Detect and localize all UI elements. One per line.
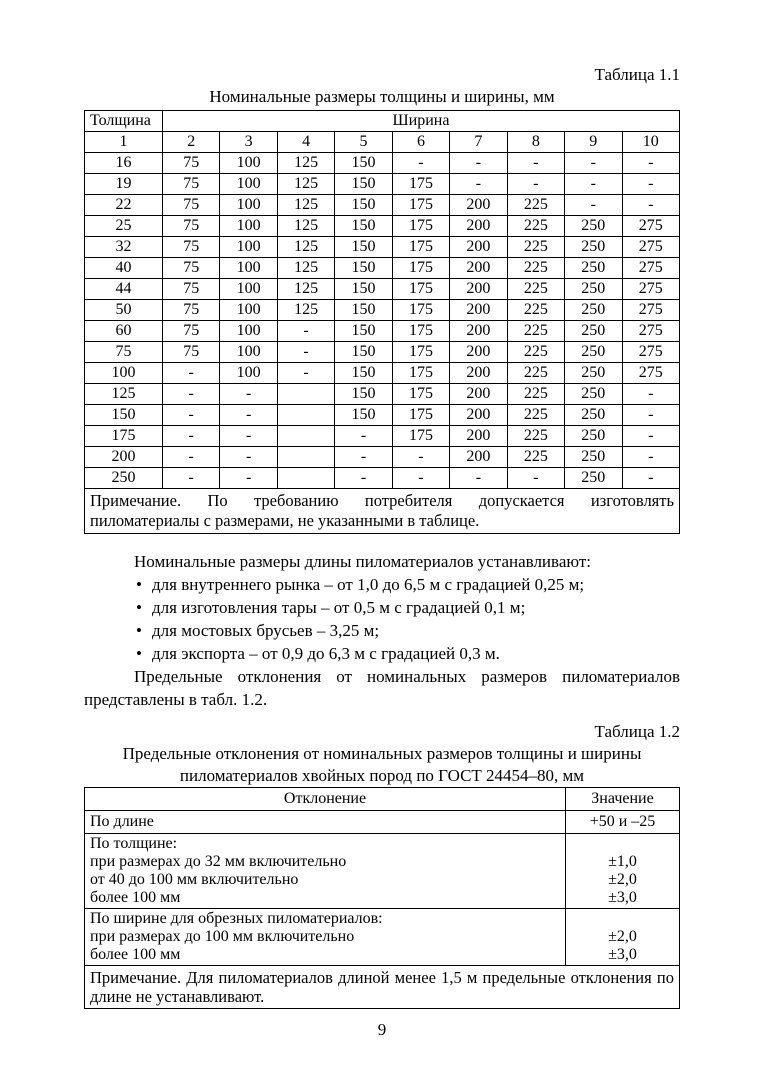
table-cell: 150 [335, 258, 392, 279]
table-cell: 175 [392, 426, 449, 447]
table-cell: - [392, 468, 449, 489]
cell-line: ±3,0 [608, 946, 637, 963]
table-cell: - [163, 384, 220, 405]
table-cell: - [392, 153, 449, 174]
table-cell: - [565, 195, 622, 216]
cell-line [571, 835, 674, 853]
cell-line: более 100 мм [90, 946, 181, 963]
table1-note-row [85, 489, 680, 534]
table-cell: 250 [85, 468, 163, 489]
cell-line: ±3,0 [608, 889, 637, 906]
table-cell: - [565, 174, 622, 195]
table-cell: 200 [85, 447, 163, 468]
table-cell: 150 [335, 384, 392, 405]
cell-line: ±2,0 [608, 871, 637, 888]
table-cell: 250 [565, 300, 622, 321]
table-cell: 200 [450, 363, 507, 384]
table-cell: - [622, 174, 680, 195]
column-number-cell: 6 [392, 132, 449, 153]
table-cell: 225 [507, 405, 564, 426]
table-row [85, 153, 680, 174]
table-cell: 75 [163, 174, 220, 195]
table-cell: - [622, 195, 680, 216]
list-item [136, 573, 680, 596]
table-cell: 275 [622, 216, 680, 237]
table-cell: 175 [392, 321, 449, 342]
table-cell: - [277, 321, 334, 342]
table-cell: 200 [450, 384, 507, 405]
table-cell: 125 [277, 195, 334, 216]
table-cell: 175 [392, 363, 449, 384]
list-item [136, 642, 680, 665]
table-cell: 275 [622, 300, 680, 321]
table-cell: - [220, 384, 277, 405]
deviation-header: Отклонение [85, 788, 566, 811]
table-cell: 250 [565, 468, 622, 489]
table-cell: 75 [85, 342, 163, 363]
table-cell: 175 [392, 384, 449, 405]
table-cell: 75 [163, 279, 220, 300]
column-number-cell: 5 [335, 132, 392, 153]
table-cell: 225 [507, 216, 564, 237]
table-row [85, 216, 680, 237]
table-cell: 19 [85, 174, 163, 195]
table-row [85, 321, 680, 342]
table-cell: 175 [392, 237, 449, 258]
table-cell: - [163, 426, 220, 447]
table-cell: 225 [507, 195, 564, 216]
table-cell: 125 [277, 216, 334, 237]
table-cell: 100 [220, 153, 277, 174]
table-cell: 250 [565, 216, 622, 237]
table-cell: 100 [220, 174, 277, 195]
table-cell: - [335, 468, 392, 489]
table-cell: 250 [565, 321, 622, 342]
column-number-cell: 4 [277, 132, 334, 153]
table-row [85, 174, 680, 195]
table-cell: 200 [450, 279, 507, 300]
cell-line: более 100 мм [90, 889, 181, 906]
table1-header-row [85, 111, 680, 132]
table-cell: 275 [622, 321, 680, 342]
table-cell: 150 [335, 405, 392, 426]
table-cell: 175 [392, 405, 449, 426]
table-cell: 150 [85, 405, 163, 426]
table-cell: 125 [277, 279, 334, 300]
table-row [85, 468, 680, 489]
table-cell: 225 [507, 426, 564, 447]
closing-paragraph: Предельные отклонения от номинальных размеров пиломатериалов представлены в табл. 1.2. [84, 667, 680, 709]
table-cell: 100 [220, 279, 277, 300]
table-cell: 200 [450, 321, 507, 342]
table-cell: 125 [277, 174, 334, 195]
table-cell: 250 [565, 405, 622, 426]
table-cell: 22 [85, 195, 163, 216]
table-cell: 250 [565, 426, 622, 447]
table-cell: - [450, 174, 507, 195]
cell-line: ±2,0 [608, 928, 637, 945]
table-cell: 150 [335, 279, 392, 300]
table-cell: 150 [335, 174, 392, 195]
table-cell: 250 [565, 279, 622, 300]
table-cell: 150 [335, 237, 392, 258]
table-cell: 275 [622, 258, 680, 279]
table-cell: 75 [163, 237, 220, 258]
column-number-cell: 8 [507, 132, 564, 153]
table-cell: 275 [622, 279, 680, 300]
table-cell: 200 [450, 426, 507, 447]
table-row [85, 447, 680, 468]
value-cell: +50 и –25 [566, 811, 680, 834]
table-cell: 175 [392, 195, 449, 216]
cell-line: от 40 до 100 мм включительно [90, 871, 299, 888]
table-cell: - [277, 363, 334, 384]
cell-line: при размерах до 32 мм включительно [90, 853, 347, 870]
table-cell: 125 [277, 300, 334, 321]
table1-label: Таблица 1.1 [594, 65, 680, 84]
column-number-cell: 7 [450, 132, 507, 153]
table-cell: 150 [335, 321, 392, 342]
table-cell: - [220, 426, 277, 447]
intro-paragraph: Номинальные размеры длины пиломатериалов устанавливают: [134, 552, 592, 571]
table-cell: 100 [220, 321, 277, 342]
table-cell: 225 [507, 321, 564, 342]
table-cell: 225 [507, 342, 564, 363]
table-cell: 100 [220, 216, 277, 237]
value-cell [566, 909, 680, 966]
cell-line [571, 910, 674, 928]
list-item [136, 596, 680, 619]
table-cell: 200 [450, 447, 507, 468]
table-cell: 100 [220, 300, 277, 321]
table-cell: 150 [335, 300, 392, 321]
table-cell: 275 [622, 237, 680, 258]
table-cell: 125 [277, 237, 334, 258]
table-cell: 250 [565, 363, 622, 384]
table2-note-row [85, 966, 680, 1009]
table-cell: - [220, 405, 277, 426]
column-number-cell: 10 [622, 132, 680, 153]
table-cell: - [450, 153, 507, 174]
table-row [85, 279, 680, 300]
table-cell: 200 [450, 258, 507, 279]
table-cell: 75 [163, 300, 220, 321]
table-cell: - [507, 468, 564, 489]
table1-body [85, 153, 680, 489]
table1-title: Номинальные размеры толщины и ширины, мм [209, 87, 555, 106]
table-cell: 125 [85, 384, 163, 405]
bullet-icon: • [136, 598, 142, 617]
bullet-list [136, 573, 680, 665]
table-cell: 200 [450, 342, 507, 363]
table-cell: 40 [85, 258, 163, 279]
table2-header-row [85, 788, 680, 811]
table-cell: 225 [507, 363, 564, 384]
body-text [84, 550, 680, 711]
bullet-text: для экспорта – от 0,9 до 6,3 м с градацией 0,3 м. [152, 644, 500, 663]
table-cell: 225 [507, 237, 564, 258]
table-cell: 75 [163, 153, 220, 174]
table-cell: 250 [565, 237, 622, 258]
table-cell: 100 [220, 342, 277, 363]
table-cell: 175 [392, 258, 449, 279]
table-cell: 225 [507, 447, 564, 468]
table-row [85, 195, 680, 216]
width-header: Ширина [163, 111, 680, 132]
table-cell: - [622, 468, 680, 489]
table-cell: 100 [220, 195, 277, 216]
table-cell: - [220, 447, 277, 468]
table-cell: 150 [335, 153, 392, 174]
table-cell: - [392, 447, 449, 468]
table-nominal-sizes [84, 110, 680, 534]
table-cell: 225 [507, 300, 564, 321]
table-cell: - [335, 447, 392, 468]
table-cell: - [622, 405, 680, 426]
bullet-icon: • [136, 575, 142, 594]
table-row [85, 811, 680, 834]
table-cell: - [277, 342, 334, 363]
table-row [85, 300, 680, 321]
table-row [85, 405, 680, 426]
table-cell: 25 [85, 216, 163, 237]
table-cell: - [622, 384, 680, 405]
table-cell [277, 405, 334, 426]
table-cell: - [163, 447, 220, 468]
table-cell: 175 [392, 279, 449, 300]
table-cell: 200 [450, 195, 507, 216]
table-cell: 250 [565, 342, 622, 363]
table-cell: - [163, 363, 220, 384]
table-cell: 100 [220, 258, 277, 279]
table-cell: - [622, 447, 680, 468]
table-cell: 200 [450, 237, 507, 258]
deviation-cell [85, 909, 566, 966]
table-row [85, 258, 680, 279]
list-item [136, 619, 680, 642]
table-cell: 150 [335, 216, 392, 237]
deviation-cell: По длине [85, 811, 566, 834]
table-cell: 150 [335, 342, 392, 363]
bullet-text: для изготовления тары – от 0,5 м с градацией 0,1 м; [152, 598, 526, 617]
thickness-header: Толщина [85, 111, 163, 132]
table-cell [277, 468, 334, 489]
table-cell: - [450, 468, 507, 489]
table2-title-line: Предельные отклонения от номинальных размеров толщины и ширины [122, 744, 642, 763]
table-cell: - [335, 426, 392, 447]
table-cell: 125 [277, 258, 334, 279]
table-cell: 225 [507, 384, 564, 405]
bullet-text: для мостовых брусьев – 3,25 м; [152, 621, 380, 640]
table-cell: - [507, 153, 564, 174]
table-cell: 125 [277, 153, 334, 174]
table-cell: - [163, 405, 220, 426]
column-numbers-row [85, 132, 680, 153]
table2-title-line: пиломатериалов хвойных пород по ГОСТ 24454–80, мм [179, 766, 585, 785]
table-cell: - [163, 468, 220, 489]
table-row [85, 342, 680, 363]
cell-line: при размерах до 100 мм включительно [90, 928, 355, 945]
value-cell [566, 834, 680, 909]
bullet-icon: • [136, 621, 142, 640]
table-cell: 250 [565, 384, 622, 405]
table-row [85, 237, 680, 258]
page-number: 9 [377, 1020, 387, 1039]
table-cell: - [220, 468, 277, 489]
table-cell: 150 [335, 195, 392, 216]
table-cell: 225 [507, 279, 564, 300]
table-cell: 50 [85, 300, 163, 321]
table-cell: 225 [507, 258, 564, 279]
column-number-cell: 2 [163, 132, 220, 153]
table-cell: 150 [335, 363, 392, 384]
table-cell: 16 [85, 153, 163, 174]
table2-title [84, 743, 680, 787]
table-cell: 250 [565, 447, 622, 468]
table-cell: 175 [392, 300, 449, 321]
table-cell: 200 [450, 300, 507, 321]
table-cell: 175 [392, 216, 449, 237]
cell-line: ±1,0 [608, 853, 637, 870]
table-cell: 75 [163, 342, 220, 363]
table-cell: 100 [85, 363, 163, 384]
table-cell: 250 [565, 258, 622, 279]
cell-line: По толщине: [90, 835, 178, 852]
table-cell: 100 [220, 237, 277, 258]
table-cell: 175 [392, 174, 449, 195]
bullet-text: для внутреннего рынка – от 1,0 до 6,5 м с градацией 0,25 м; [152, 575, 585, 594]
table-cell: - [622, 153, 680, 174]
bullet-icon: • [136, 644, 142, 663]
table-row [85, 909, 680, 966]
table-row [85, 834, 680, 909]
table-cell: 75 [163, 195, 220, 216]
cell-line: По ширине для обрезных пиломатериалов: [90, 910, 383, 927]
table-cell: 275 [622, 363, 680, 384]
table-cell: 75 [163, 258, 220, 279]
table-row [85, 363, 680, 384]
table-cell: 60 [85, 321, 163, 342]
table-cell: 200 [450, 216, 507, 237]
table-cell: 200 [450, 405, 507, 426]
table-cell: - [565, 153, 622, 174]
table-row [85, 426, 680, 447]
table-row [85, 384, 680, 405]
column-number-cell: 1 [85, 132, 163, 153]
table-cell [277, 426, 334, 447]
table-cell: - [622, 426, 680, 447]
table-cell: 32 [85, 237, 163, 258]
table-deviations [84, 787, 680, 1009]
table2-note: Примечание. Для пиломатериалов длиной менее 1,5 м предельные отклонения по длине не устанавливают. [85, 966, 680, 1009]
table-cell: 175 [85, 426, 163, 447]
table2-label: Таблица 1.2 [594, 722, 680, 741]
table-cell [277, 447, 334, 468]
table-cell: 175 [392, 342, 449, 363]
column-number-cell: 9 [565, 132, 622, 153]
value-header: Значение [566, 788, 680, 811]
table-cell [277, 384, 334, 405]
table-cell: 44 [85, 279, 163, 300]
table-cell: 275 [622, 342, 680, 363]
table-cell: 75 [163, 321, 220, 342]
column-number-cell: 3 [220, 132, 277, 153]
deviation-cell [85, 834, 566, 909]
table-cell: - [507, 174, 564, 195]
table-cell: 75 [163, 216, 220, 237]
table-cell: 100 [220, 363, 277, 384]
table1-note: Примечание. По требованию потребителя допускается изготовлять пиломатериалы с размерами, не указанными в таблице. [85, 489, 680, 534]
